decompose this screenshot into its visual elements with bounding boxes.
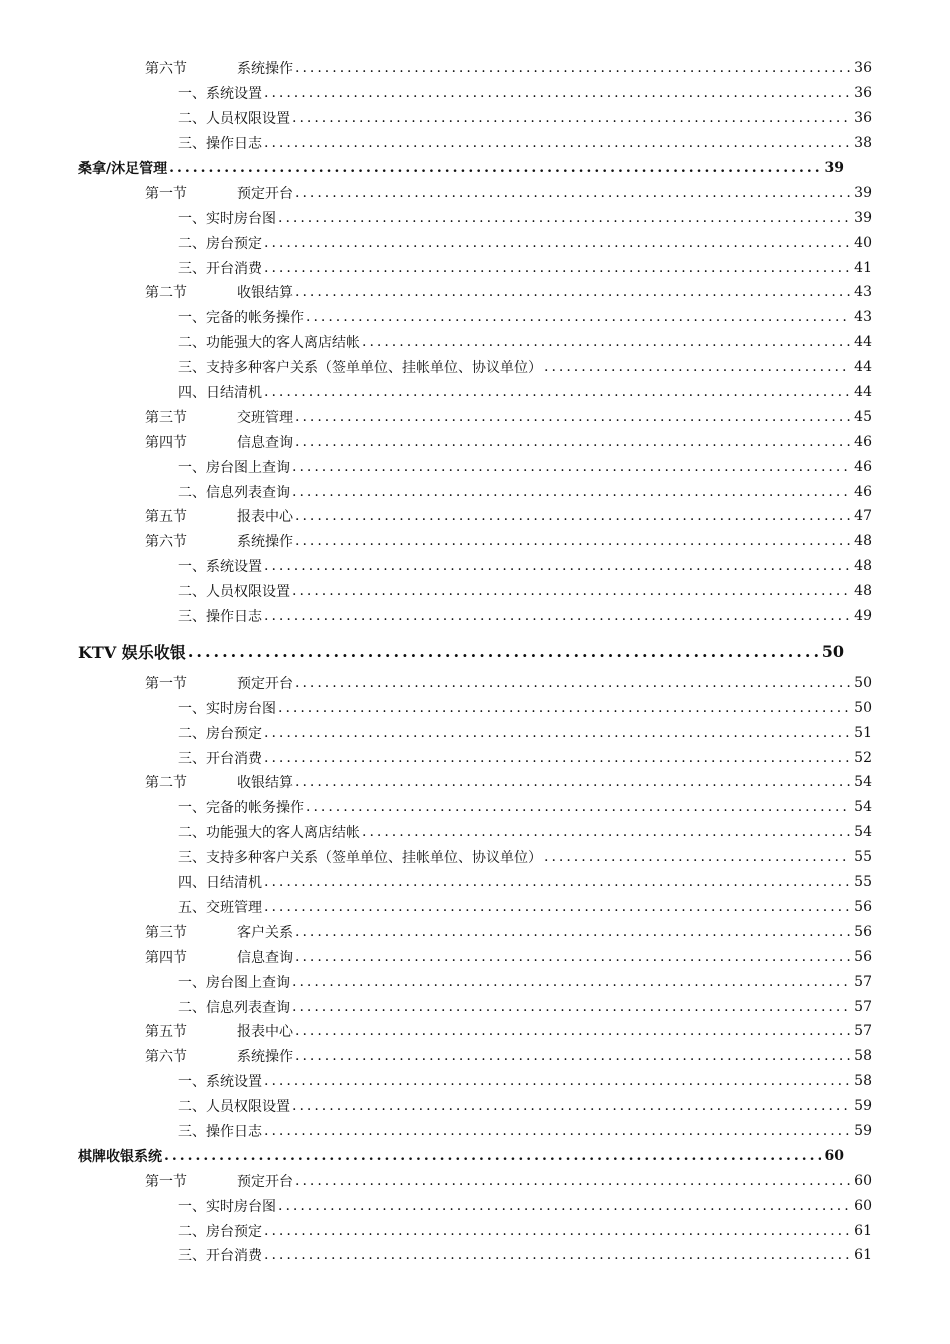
toc-entry-label: [145, 1046, 293, 1066]
toc-subsection-entry[interactable]: [0, 820, 950, 845]
toc-page-number: 48: [854, 583, 872, 600]
toc-entry-label: [145, 772, 293, 792]
toc-page-number: 58: [854, 1073, 872, 1090]
toc-entry-label: [178, 1221, 262, 1241]
toc-entry-title: 四、日结清机: [178, 385, 262, 402]
toc-entry-title: 收银结算: [237, 775, 293, 792]
dot-leader: [295, 533, 850, 549]
toc-entry-title: 信息查询: [237, 949, 293, 966]
toc-subsection-entry[interactable]: [0, 895, 950, 920]
toc-entry-label: [178, 581, 290, 601]
toc-entry-label: [145, 673, 293, 693]
toc-section-number: 第三节: [145, 409, 187, 426]
toc-page-number: 43: [854, 284, 872, 301]
toc-chapter-entry[interactable]: [0, 1143, 950, 1168]
toc-page-number: 56: [854, 948, 872, 965]
toc-entry-title: 三、开台消费: [178, 260, 262, 277]
toc-entry-label: [145, 506, 293, 526]
toc-subsection-entry[interactable]: [0, 380, 950, 405]
toc-entry-label: [178, 822, 360, 842]
toc-subsection-entry[interactable]: [0, 1243, 950, 1268]
toc-subsection-entry[interactable]: [0, 969, 950, 994]
toc-subsection-entry[interactable]: [0, 255, 950, 280]
dot-leader: [292, 974, 850, 990]
dot-leader: [295, 1023, 850, 1039]
dot-leader: [295, 60, 850, 76]
toc-entry-label: [145, 1021, 293, 1041]
toc-page-number: 54: [854, 799, 872, 816]
toc-page-number: 55: [854, 849, 872, 866]
toc-subsection-entry[interactable]: [0, 330, 950, 355]
toc-section-number: 第六节: [145, 1049, 187, 1066]
toc-page-number: 57: [854, 1023, 872, 1040]
toc-entry-label: [178, 1196, 276, 1216]
toc-subsection-entry[interactable]: [0, 1069, 950, 1094]
toc-page-number: 46: [854, 483, 872, 500]
toc-entry-title: 三、支持多种客户关系（签单单位、挂帐单位、协议单位）: [178, 850, 542, 867]
toc-subsection-entry[interactable]: [0, 205, 950, 230]
toc-page-number: 39: [824, 160, 844, 176]
dot-leader: [306, 799, 850, 815]
dot-leader: [295, 949, 850, 965]
toc-entry-label: [178, 1096, 290, 1116]
toc-page-number: 54: [854, 774, 872, 791]
dot-leader: [264, 874, 850, 890]
toc-subsection-entry[interactable]: [0, 230, 950, 255]
toc-page-number: 36: [854, 110, 872, 127]
toc-page-number: 48: [854, 533, 872, 550]
toc-section-entry[interactable]: [0, 670, 950, 695]
toc-entry-label: [178, 357, 542, 377]
toc-page-number: 55: [854, 874, 872, 891]
toc-section-number: 第一节: [145, 675, 187, 692]
toc-page-number: 60: [824, 1147, 844, 1164]
dot-leader: [295, 508, 850, 524]
toc-entry-title: 交班管理: [237, 409, 293, 426]
toc-page-number: 41: [854, 259, 872, 276]
dot-leader: [264, 750, 850, 766]
toc-entry-title: 二、房台预定: [178, 725, 262, 742]
toc-entry-title: 三、操作日志: [178, 609, 262, 626]
dot-leader: [292, 583, 850, 599]
toc-page-number: 59: [854, 1098, 872, 1115]
toc-page-number: 51: [854, 724, 872, 741]
toc-entry-title: 报表中心: [237, 1024, 293, 1041]
dot-leader: [544, 359, 850, 375]
toc-subsection-entry[interactable]: [0, 479, 950, 504]
toc-entry-label: [178, 847, 542, 867]
toc-entry-title: 一、完备的帐务操作: [178, 800, 304, 817]
toc-entry-title: 二、人员权限设置: [178, 584, 290, 601]
toc-subsection-entry[interactable]: [0, 454, 950, 479]
dot-leader: [278, 210, 850, 226]
toc-page-number: 46: [854, 433, 872, 450]
toc-page-number: 49: [854, 608, 872, 625]
toc-entry-title: 预定开台: [237, 675, 293, 692]
toc-entry-label: [178, 606, 262, 626]
dot-leader: [362, 334, 850, 350]
toc-page-number: 47: [854, 508, 872, 525]
toc-entry-label: [178, 1071, 262, 1091]
toc-entry-title: 二、信息列表查询: [178, 999, 290, 1016]
toc-entry-title: 二、房台预定: [178, 1223, 262, 1240]
toc-subsection-entry[interactable]: [0, 131, 950, 156]
toc-entry-title: 系统操作: [237, 61, 293, 78]
dot-leader: [264, 1123, 850, 1139]
toc-entry-title: 一、实时房台图: [178, 700, 276, 717]
toc-entry-label: [178, 382, 262, 402]
toc-entry-title: 客户关系: [237, 924, 293, 941]
toc-section-number: 第四节: [145, 949, 187, 966]
toc-subsection-entry[interactable]: [0, 106, 950, 131]
toc-section-entry[interactable]: [0, 429, 950, 454]
table-of-contents: [0, 56, 950, 1268]
toc-entry-label: [178, 482, 290, 502]
dot-leader: [264, 899, 850, 915]
toc-section-number: 第二节: [145, 285, 187, 302]
toc-entry-title: 二、人员权限设置: [178, 111, 290, 128]
dot-leader: [264, 1247, 850, 1263]
toc-entry-label: [178, 1121, 262, 1141]
toc-section-number: 第一节: [145, 185, 187, 202]
toc-subsection-entry[interactable]: [0, 1094, 950, 1119]
toc-entry-title: 二、人员权限设置: [178, 1099, 290, 1116]
toc-section-entry[interactable]: [0, 56, 950, 81]
toc-section-entry[interactable]: [0, 944, 950, 969]
toc-section-entry[interactable]: [0, 504, 950, 529]
toc-subsection-entry[interactable]: [0, 994, 950, 1019]
dot-leader: [292, 484, 850, 500]
toc-page-number: 44: [854, 359, 872, 376]
toc-entry-label: [145, 432, 293, 452]
toc-subsection-entry[interactable]: [0, 845, 950, 870]
toc-entry-label: [178, 997, 290, 1017]
dot-leader: [188, 642, 818, 661]
toc-section-number: 第三节: [145, 924, 187, 941]
toc-subsection-entry[interactable]: [0, 355, 950, 380]
toc-entry-label: [178, 258, 262, 278]
toc-entry-title: 一、系统设置: [178, 86, 262, 103]
dot-leader: [292, 110, 850, 126]
toc-entry-label: [178, 332, 360, 352]
toc-entry-title: 棋牌收银系统: [78, 1148, 162, 1165]
toc-subsection-entry[interactable]: [0, 1218, 950, 1243]
dot-leader: [264, 1073, 850, 1089]
toc-section-number: 第五节: [145, 509, 187, 526]
dot-leader: [264, 235, 850, 251]
toc-entry-label: [145, 1171, 293, 1191]
toc-entry-title: 一、房台图上查询: [178, 974, 290, 991]
toc-entry-title: 一、房台图上查询: [178, 459, 290, 476]
toc-entry-label: [178, 133, 262, 153]
dot-leader: [264, 558, 850, 574]
toc-entry-label: [145, 282, 293, 302]
toc-section-number: 第四节: [145, 434, 187, 451]
toc-page-number: 56: [854, 923, 872, 940]
toc-section-entry[interactable]: [0, 1019, 950, 1044]
toc-entry-label: [178, 208, 276, 228]
dot-leader: [295, 284, 850, 300]
toc-entry-title: 报表中心: [237, 509, 293, 526]
toc-entry-label: [178, 972, 290, 992]
dot-leader: [278, 1198, 850, 1214]
toc-entry-label: [145, 531, 293, 551]
toc-subsection-entry[interactable]: [0, 870, 950, 895]
toc-entry-label: [178, 233, 262, 253]
dot-leader: [264, 135, 850, 151]
toc-section-number: 第六节: [145, 61, 187, 78]
toc-entry-title: 三、开台消费: [178, 1248, 262, 1265]
toc-page-number: 60: [854, 1197, 872, 1214]
toc-page-number: 48: [854, 558, 872, 575]
toc-entry-label: [145, 947, 293, 967]
toc-subsection-entry[interactable]: [0, 1193, 950, 1218]
dot-leader: [292, 1098, 850, 1114]
toc-page-number: 46: [854, 458, 872, 475]
toc-page-number: 39: [854, 209, 872, 226]
dot-leader: [264, 85, 850, 101]
toc-page-number: 36: [854, 85, 872, 102]
toc-entry-label: [145, 58, 293, 78]
toc-entry-title: 系统操作: [237, 534, 293, 551]
toc-page-number: 39: [854, 184, 872, 201]
toc-page-number: 44: [854, 334, 872, 351]
toc-section-entry[interactable]: [0, 1044, 950, 1069]
toc-page-number: 40: [854, 234, 872, 251]
toc-page-number: 56: [854, 898, 872, 915]
toc-entry-label: [178, 698, 276, 718]
toc-entry-title: 三、支持多种客户关系（签单单位、挂帐单位、协议单位）: [178, 360, 542, 377]
toc-page-number: 43: [854, 309, 872, 326]
toc-entry-title: 三、开台消费: [178, 750, 262, 767]
toc-entry-label: [178, 307, 304, 327]
toc-subsection-entry[interactable]: [0, 305, 950, 330]
dot-leader: [295, 1173, 850, 1189]
toc-subsection-entry[interactable]: [0, 1119, 950, 1144]
toc-entry-label: [145, 922, 293, 942]
toc-entry-label: [178, 457, 290, 477]
toc-page-number: 59: [854, 1122, 872, 1139]
toc-entry-title: 一、系统设置: [178, 1074, 262, 1091]
toc-section-number: 第六节: [145, 534, 187, 551]
toc-entry-title: 二、功能强大的客人离店结帐: [178, 825, 360, 842]
toc-page-number: 44: [854, 384, 872, 401]
toc-page-number: 61: [854, 1247, 872, 1264]
dot-leader: [264, 260, 850, 276]
toc-page-number: 45: [854, 408, 872, 425]
toc-entry-title: 桑拿/沐足管理: [78, 161, 168, 177]
dot-leader: [264, 384, 850, 400]
toc-page-number: 38: [854, 135, 872, 152]
toc-page-number: 50: [821, 641, 844, 661]
dot-leader: [295, 675, 850, 691]
toc-subsection-entry[interactable]: [0, 604, 950, 629]
toc-entry-label: [178, 556, 262, 576]
toc-entry-label: [178, 748, 262, 768]
dot-leader: [295, 774, 850, 790]
toc-entry-title: 二、信息列表查询: [178, 484, 290, 501]
toc-entry-label: [145, 183, 293, 203]
toc-page-number: 61: [854, 1222, 872, 1239]
toc-entry-label: [78, 1146, 162, 1166]
dot-leader: [169, 160, 820, 176]
toc-entry-title: 二、功能强大的客人离店结帐: [178, 335, 360, 352]
toc-page-number: 36: [854, 60, 872, 77]
dot-leader: [164, 1148, 821, 1164]
toc-section-entry[interactable]: [0, 770, 950, 795]
toc-entry-label: [178, 723, 262, 743]
toc-section-entry[interactable]: [0, 529, 950, 554]
toc-entry-title: 三、操作日志: [178, 136, 262, 153]
toc-subsection-entry[interactable]: [0, 795, 950, 820]
dot-leader: [306, 309, 850, 325]
toc-subsection-entry[interactable]: [0, 554, 950, 579]
dot-leader: [295, 409, 850, 425]
toc-subsection-entry[interactable]: [0, 81, 950, 106]
toc-entry-title: KTV 娱乐收银: [78, 642, 186, 662]
toc-page-number: 57: [854, 998, 872, 1015]
toc-section-number: 第一节: [145, 1173, 187, 1190]
toc-page-number: 57: [854, 973, 872, 990]
toc-entry-title: 信息查询: [237, 434, 293, 451]
toc-section-number: 第二节: [145, 775, 187, 792]
toc-entry-label: [178, 897, 262, 917]
toc-entry-label: [178, 797, 304, 817]
toc-page-number: 60: [854, 1172, 872, 1189]
toc-section-number: 第五节: [145, 1024, 187, 1041]
dot-leader: [295, 185, 850, 201]
toc-entry-title: 预定开台: [237, 185, 293, 202]
toc-entry-label: [145, 407, 293, 427]
toc-subsection-entry[interactable]: [0, 745, 950, 770]
toc-entry-label: [178, 1245, 262, 1265]
toc-page-number: 50: [854, 699, 872, 716]
dot-leader: [292, 459, 850, 475]
toc-entry-label: [178, 872, 262, 892]
dot-leader: [544, 849, 850, 865]
dot-leader: [292, 999, 850, 1015]
toc-subsection-entry[interactable]: [0, 720, 950, 745]
dot-leader: [362, 824, 850, 840]
toc-section-entry[interactable]: [0, 280, 950, 305]
dot-leader: [264, 1223, 850, 1239]
dot-leader: [278, 700, 850, 716]
toc-entry-title: 三、操作日志: [178, 1123, 262, 1140]
dot-leader: [295, 434, 850, 450]
dot-leader: [264, 608, 850, 624]
toc-entry-title: 四、日结清机: [178, 875, 262, 892]
toc-entry-title: 一、完备的帐务操作: [178, 310, 304, 327]
toc-entry-title: 一、实时房台图: [178, 210, 276, 227]
toc-section-entry[interactable]: [0, 180, 950, 205]
toc-page-number: 50: [854, 674, 872, 691]
toc-page-number: 58: [854, 1048, 872, 1065]
toc-page-number: 52: [854, 749, 872, 766]
dot-leader: [295, 924, 850, 940]
toc-entry-title: 预定开台: [237, 1173, 293, 1190]
toc-entry-label: [78, 640, 186, 663]
toc-section-entry[interactable]: [0, 404, 950, 429]
toc-subsection-entry[interactable]: [0, 695, 950, 720]
toc-section-entry[interactable]: [0, 1168, 950, 1193]
toc-entry-title: 收银结算: [237, 285, 293, 302]
toc-entry-title: 一、系统设置: [178, 559, 262, 576]
toc-section-entry[interactable]: [0, 919, 950, 944]
toc-entry-label: [78, 158, 167, 178]
toc-chapter-entry[interactable]: [0, 636, 950, 666]
toc-page-number: 54: [854, 824, 872, 841]
toc-entry-title: 二、房台预定: [178, 235, 262, 252]
toc-entry-title: 五、交班管理: [178, 899, 262, 916]
toc-entry-title: 系统操作: [237, 1049, 293, 1066]
dot-leader: [295, 1048, 850, 1064]
toc-subsection-entry[interactable]: [0, 579, 950, 604]
toc-entry-title: 一、实时房台图: [178, 1198, 276, 1215]
toc-chapter-entry[interactable]: [0, 156, 950, 181]
toc-entry-label: [178, 108, 290, 128]
toc-entry-label: [178, 83, 262, 103]
dot-leader: [264, 725, 850, 741]
